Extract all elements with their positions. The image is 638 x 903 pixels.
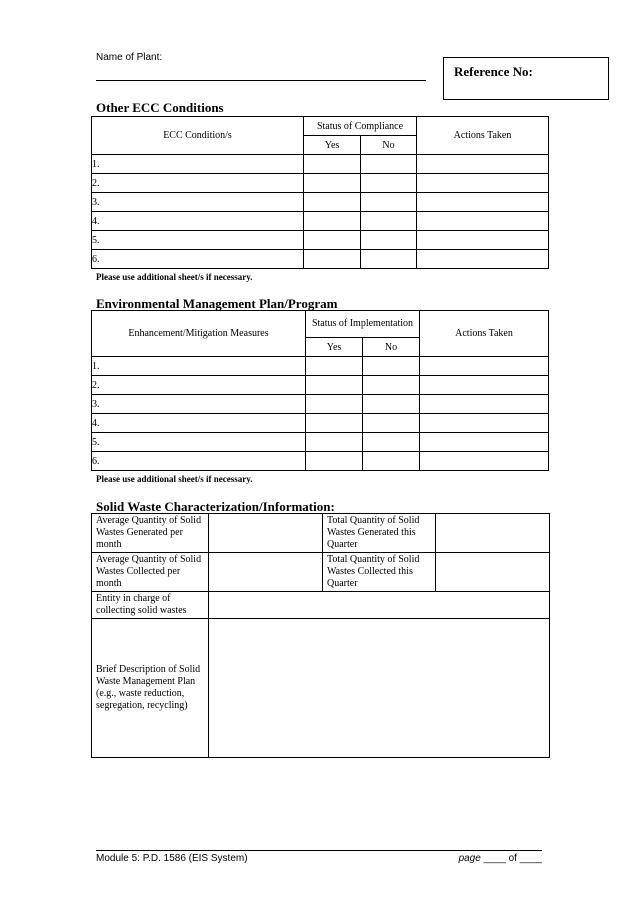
table-row xyxy=(92,174,549,193)
emp-note: Please use additional sheet/s if necessary. xyxy=(96,474,253,484)
ecc-row-number: 4. xyxy=(92,212,304,231)
emp-no-cell[interactable] xyxy=(363,452,420,471)
table-row xyxy=(92,414,549,433)
total-generated-field[interactable] xyxy=(436,514,550,553)
table-row xyxy=(92,231,549,250)
table-row xyxy=(92,395,549,414)
total-collected-field[interactable] xyxy=(436,553,550,592)
emp-row-number: 3. xyxy=(92,395,306,414)
ecc-actions-cell[interactable] xyxy=(417,250,549,269)
ecc-col-no: No xyxy=(361,136,417,155)
description-label: Brief Description of Solid Waste Management Plan (e.g., waste reduction, segregation, recycling) xyxy=(92,619,209,758)
total-generated-label: Total Quantity of Solid Wastes Generated this Quarter xyxy=(323,514,436,553)
ecc-actions-cell[interactable] xyxy=(417,212,549,231)
solid-waste-section-title: Solid Waste Characterization/Information: xyxy=(96,499,335,514)
ecc-actions-cell[interactable] xyxy=(417,155,549,174)
ecc-yes-cell[interactable] xyxy=(304,250,361,269)
emp-yes-cell[interactable] xyxy=(306,357,363,376)
solid-waste-row-entity xyxy=(92,592,550,619)
footer-module: Module 5: P.D. 1586 (EIS System) xyxy=(96,853,248,864)
ecc-no-cell[interactable] xyxy=(361,155,417,174)
emp-row-number: 2. xyxy=(92,376,306,395)
footer-page-word: page xyxy=(458,853,481,864)
ecc-no-cell[interactable] xyxy=(361,174,417,193)
emp-no-cell[interactable] xyxy=(363,376,420,395)
emp-col-actions: Actions Taken xyxy=(420,311,549,357)
ecc-col-condition: ECC Condition/s xyxy=(92,117,304,155)
avg-collected-label: Average Quantity of Solid Wastes Collected per month xyxy=(92,553,209,592)
table-row xyxy=(92,250,549,269)
ecc-no-cell[interactable] xyxy=(361,212,417,231)
ecc-section-title: Other ECC Conditions xyxy=(96,100,224,115)
solid-waste-table xyxy=(91,513,550,758)
reference-label: Reference No: xyxy=(454,64,533,79)
total-collected-label: Total Quantity of Solid Wastes Collected this Quarter xyxy=(323,553,436,592)
ecc-note: Please use additional sheet/s if necessary. xyxy=(96,272,253,282)
table-row xyxy=(92,212,549,231)
ecc-col-status: Status of Compliance xyxy=(304,117,417,136)
ecc-row-number: 5. xyxy=(92,231,304,250)
table-row xyxy=(92,452,549,471)
avg-collected-field[interactable] xyxy=(209,553,323,592)
solid-waste-row-generated xyxy=(92,514,550,553)
emp-yes-cell[interactable] xyxy=(306,452,363,471)
ecc-col-yes: Yes xyxy=(304,136,361,155)
emp-section-title: Environmental Management Plan/Program xyxy=(96,296,338,311)
plant-name-line xyxy=(96,80,426,81)
emp-actions-cell[interactable] xyxy=(420,452,549,471)
ecc-actions-cell[interactable] xyxy=(417,174,549,193)
emp-actions-cell[interactable] xyxy=(420,357,549,376)
ecc-no-cell[interactable] xyxy=(361,231,417,250)
emp-yes-cell[interactable] xyxy=(306,414,363,433)
description-field[interactable] xyxy=(209,619,550,758)
emp-table xyxy=(91,310,549,471)
avg-generated-label: Average Quantity of Solid Wastes Generated per month xyxy=(92,514,209,553)
ecc-yes-cell[interactable] xyxy=(304,212,361,231)
ecc-row-number: 6. xyxy=(92,250,304,269)
emp-no-cell[interactable] xyxy=(363,433,420,452)
table-row xyxy=(92,155,549,174)
emp-col-yes: Yes xyxy=(306,338,363,357)
emp-yes-cell[interactable] xyxy=(306,395,363,414)
emp-header-row xyxy=(92,311,549,338)
ecc-actions-cell[interactable] xyxy=(417,193,549,212)
emp-row-number: 6. xyxy=(92,452,306,471)
plant-name-label: Name of Plant: xyxy=(96,52,163,63)
ecc-yes-cell[interactable] xyxy=(304,231,361,250)
emp-no-cell[interactable] xyxy=(363,395,420,414)
table-row xyxy=(92,376,549,395)
solid-waste-row-description xyxy=(92,619,550,758)
emp-row-number: 4. xyxy=(92,414,306,433)
table-row xyxy=(92,433,549,452)
ecc-row-number: 2. xyxy=(92,174,304,193)
footer-of-word: of xyxy=(508,853,517,864)
entity-field[interactable] xyxy=(209,592,550,619)
emp-col-no: No xyxy=(363,338,420,357)
entity-label: Entity in charge of collecting solid wastes xyxy=(92,592,209,619)
emp-actions-cell[interactable] xyxy=(420,376,549,395)
emp-col-measures: Enhancement/Mitigation Measures xyxy=(92,311,306,357)
emp-row-number: 5. xyxy=(92,433,306,452)
emp-yes-cell[interactable] xyxy=(306,376,363,395)
ecc-no-cell[interactable] xyxy=(361,193,417,212)
ecc-table xyxy=(91,116,549,269)
ecc-row-number: 3. xyxy=(92,193,304,212)
ecc-yes-cell[interactable] xyxy=(304,193,361,212)
emp-actions-cell[interactable] xyxy=(420,414,549,433)
emp-no-cell[interactable] xyxy=(363,414,420,433)
ecc-col-actions: Actions Taken xyxy=(417,117,549,155)
emp-actions-cell[interactable] xyxy=(420,433,549,452)
emp-col-status: Status of Implementation xyxy=(306,311,420,338)
solid-waste-row-collected xyxy=(92,553,550,592)
ecc-actions-cell[interactable] xyxy=(417,231,549,250)
footer-page-counter xyxy=(459,853,542,864)
ecc-yes-cell[interactable] xyxy=(304,174,361,193)
footer-page-blank: ____ xyxy=(483,853,506,864)
avg-generated-field[interactable] xyxy=(209,514,323,553)
footer-of-blank: ____ xyxy=(519,853,542,864)
ecc-row-number: 1. xyxy=(92,155,304,174)
ecc-no-cell[interactable] xyxy=(361,250,417,269)
table-row xyxy=(92,193,549,212)
emp-yes-cell[interactable] xyxy=(306,433,363,452)
table-row xyxy=(92,357,549,376)
ecc-header-row xyxy=(92,117,549,136)
emp-row-number: 1. xyxy=(92,357,306,376)
emp-no-cell[interactable] xyxy=(363,357,420,376)
ecc-yes-cell[interactable] xyxy=(304,155,361,174)
footer-line xyxy=(96,850,542,851)
reference-box xyxy=(443,57,609,100)
emp-actions-cell[interactable] xyxy=(420,395,549,414)
